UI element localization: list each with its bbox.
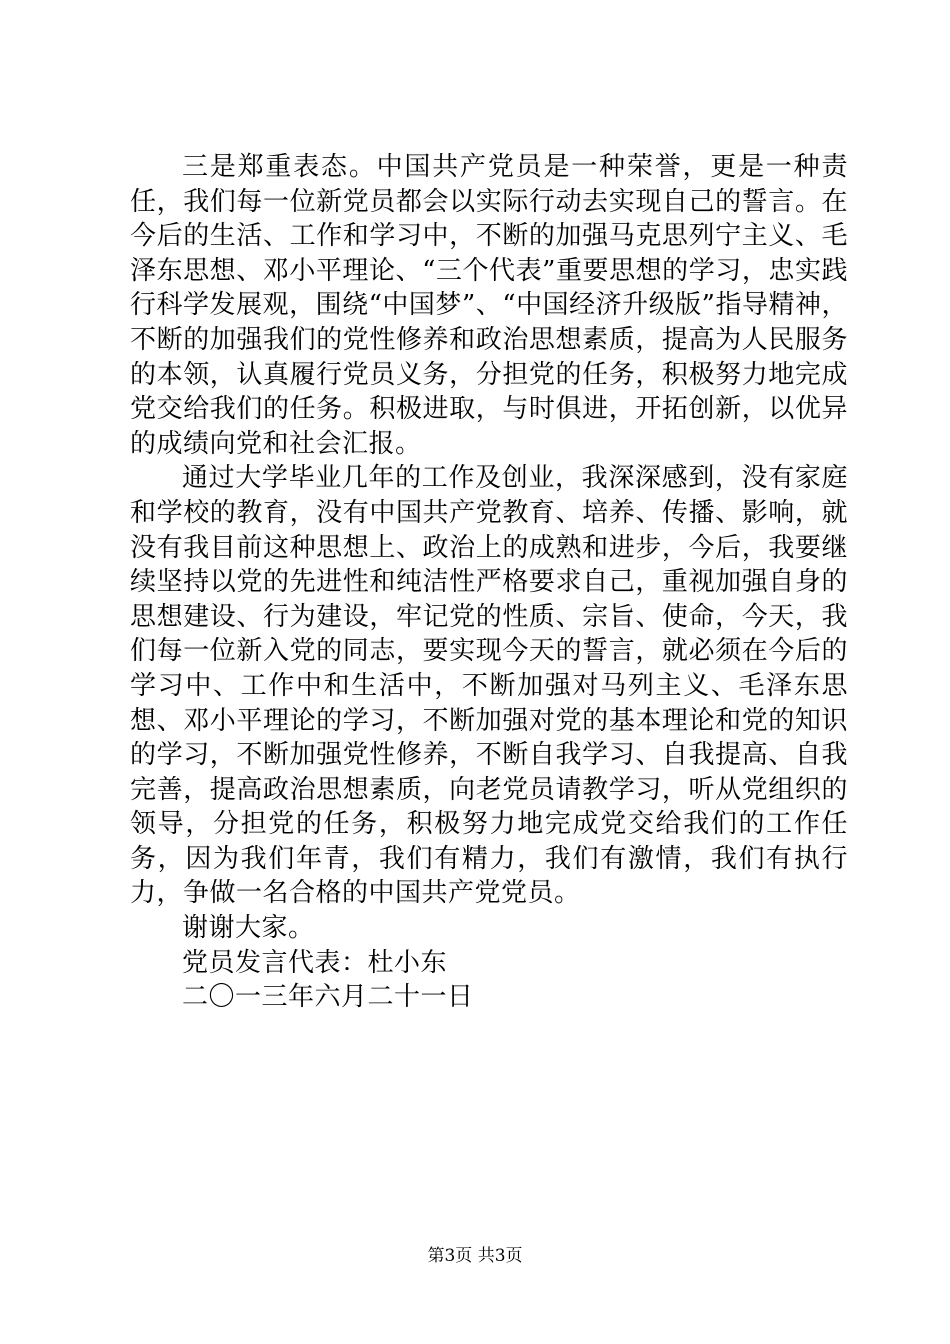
paragraph-pledge: 三是郑重表态。中国共产党员是一种荣誉，更是一种责任，我们每一位新党员都会以实际行动去实现自己的誓言。在今后的生活、工作和学习中，不断的加强马克思列宁主义、毛泽东思想、邓小平理论、“三个代表”重要思想的学习，忠实践行科学发展观，围绕“中国梦”、“中国经济升级版”指导精神，不断的加强我们的党性修养和政治思想素质，提高为人民服务的本领，认真履行党员义务，分担党的任务，积极努力地完成党交给我们的任务。积极进取，与时俱进，开拓创新，以优异的成绩向党和社会汇报。	[130, 152, 848, 459]
page-number-footer: 第3页 共3页	[427, 1246, 523, 1266]
document-body	[130, 150, 848, 1015]
speaker-signature: 党员发言代表：杜小东	[182, 947, 448, 978]
paragraph-reflection: 通过大学毕业几年的工作及创业，我深深感到，没有家庭和学校的教育，没有中国共产党教育、培养、传播、影响，就没有我目前这种思想上、政治上的成熟和进步，今后，我要继续坚持以党的先进性和纯洁性严格要求自己，重视加强自身的思想建设、行为建设，牢记党的性质、宗旨、使命，今天，我们每一位新入党的同志，要实现今天的誓言，就必须在今后的学习中、工作中和生活中，不断加强对马列主义、毛泽东思想、邓小平理论的学习，不断加强对党的基本理论和党的知识的学习，不断加强党性修养，不断自我学习、自我提高、自我完善，提高政治思想素质，向老党员请教学习，听从党组织的领导，分担党的任务，积极努力地完成党交给我们的工作任务，因为我们年青，我们有精力，我们有激情，我们有执行力，争做一名合格的中国共产党党员。	[130, 463, 848, 909]
document-date: 二〇一三年六月二十一日	[182, 982, 474, 1013]
closing-thanks: 谢谢大家。	[182, 913, 315, 944]
